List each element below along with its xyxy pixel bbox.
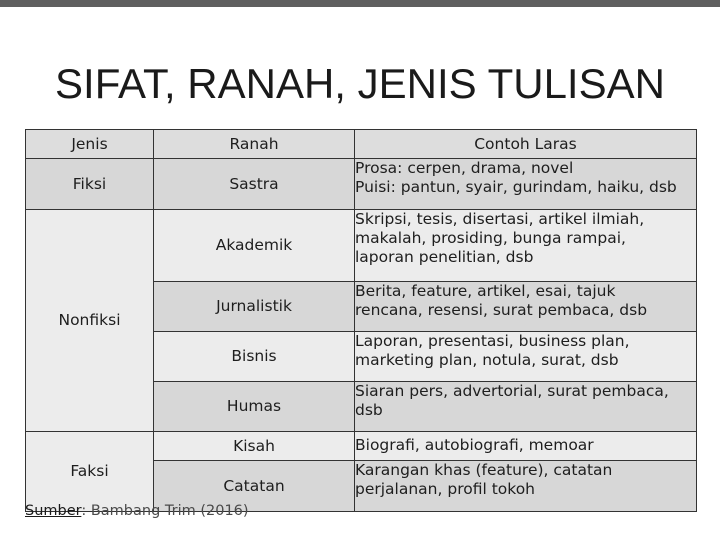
contoh-cell xyxy=(355,382,697,432)
table-row xyxy=(26,210,697,282)
contoh-line: Skripsi, tesis, disertasi, artikel ilmiah, xyxy=(355,210,645,228)
source-label: Sumber xyxy=(25,503,82,519)
contoh-line: makalah, prosiding, bunga rampai, xyxy=(355,229,626,247)
contoh-line: perjalanan, profil tokoh xyxy=(355,480,535,498)
table-row xyxy=(26,432,697,461)
contoh-cell xyxy=(355,461,697,512)
contoh-cell xyxy=(355,159,697,210)
contoh-line: dsb xyxy=(355,401,383,419)
source-text: : Bambang Trim (2016) xyxy=(81,503,249,519)
contoh-cell xyxy=(355,210,697,282)
table-header-row xyxy=(26,130,697,159)
header-contoh-laras: Contoh Laras xyxy=(355,130,697,159)
ranah-cell: Sastra xyxy=(154,159,355,210)
header-ranah: Ranah xyxy=(154,130,355,159)
contoh-line: Karangan khas (feature), catatan xyxy=(355,461,613,479)
ranah-cell: Kisah xyxy=(154,432,355,461)
source-caption xyxy=(25,503,249,519)
contoh-line: Laporan, presentasi, business plan, xyxy=(355,332,630,350)
contoh-line: rencana, resensi, surat pembaca, dsb xyxy=(355,301,648,319)
header-jenis: Jenis xyxy=(26,130,154,159)
slide-title: SIFAT, RANAH, JENIS TULISAN xyxy=(55,60,665,107)
jenis-cell: Nonfiksi xyxy=(26,210,154,432)
jenis-cell: Faksi xyxy=(26,432,154,512)
contoh-cell xyxy=(355,432,697,461)
top-bar xyxy=(0,0,720,7)
contoh-cell xyxy=(355,332,697,382)
ranah-cell: Catatan xyxy=(154,461,355,512)
contoh-line: laporan penelitian, dsb xyxy=(355,248,534,266)
contoh-line: Siaran pers, advertorial, surat pembaca, xyxy=(355,382,669,400)
contoh-cell xyxy=(355,282,697,332)
table-row xyxy=(26,159,697,210)
contoh-line: Puisi: pantun, syair, gurindam, haiku, dsb xyxy=(355,178,677,196)
ranah-cell: Humas xyxy=(154,382,355,432)
ranah-cell: Bisnis xyxy=(154,332,355,382)
contoh-line: marketing plan, notula, surat, dsb xyxy=(355,351,619,369)
contoh-line: Prosa: cerpen, drama, novel xyxy=(355,159,574,177)
ranah-cell: Jurnalistik xyxy=(154,282,355,332)
contoh-line: Berita, feature, artikel, esai, tajuk xyxy=(355,282,616,300)
laras-table xyxy=(25,129,697,512)
ranah-cell: Akademik xyxy=(154,210,355,282)
contoh-line: Biografi, autobiografi, memoar xyxy=(355,436,594,454)
jenis-cell: Fiksi xyxy=(26,159,154,210)
